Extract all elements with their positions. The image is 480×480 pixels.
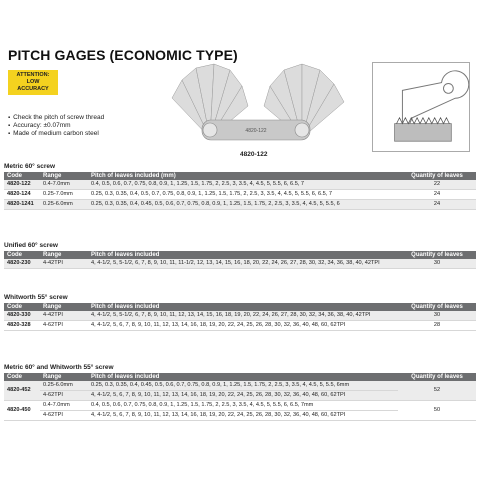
header-pitch: Pitch of leaves included <box>88 251 398 259</box>
header-pitch: Pitch of leaves included <box>88 373 398 381</box>
header-range: Range <box>40 172 88 180</box>
row-code: 4820-452 <box>4 381 40 401</box>
row-code: 4820-328 <box>4 321 40 331</box>
feature-item: ▪ Accuracy: ±0.07mm <box>8 122 104 130</box>
gauge-leaf-outline <box>402 71 468 132</box>
row-pitch: 4, 4-1/2, 5, 6, 7, 8, 9, 10, 11, 12, 13, 14, 16, 18, 19, 20, 22, 24, 25, 26, 28, 30, 32, 36, 40, 48, 60, 62TPI <box>88 321 398 331</box>
photo-caption: 4820-122 <box>240 151 268 158</box>
attention-line2: LOW ACCURACY <box>17 79 49 92</box>
row-pitch: 0.25, 0.3, 0.35, 0.4, 0.45, 0.5, 0.6, 0.7, 0.75, 0.8, 0.9, 1, 1.25, 1.5, 1.75, 2, 2.5, 3, 3.5, 4, 4.5, 5, 5.5, 6 <box>88 200 398 210</box>
row-pitch: 0.25, 0.3, 0.35, 0.4, 0.5, 0.7, 0.75, 0.8, 0.9, 1, 1.25, 1.5, 1.75, 2, 2.5, 3, 3.5, 4, 4.5, 5, 5.5, 6, 6.5, 7 <box>88 190 398 200</box>
table-metric <box>4 172 476 210</box>
row-qty: 30 <box>398 311 476 321</box>
feature-item: ▪ Made of medium carbon steel <box>8 130 104 138</box>
table-row <box>4 321 476 331</box>
row-range: 4-42TPI <box>40 259 88 269</box>
page-title: PITCH GAGES (ECONOMIC TYPE) <box>8 47 238 63</box>
header-range: Range <box>40 251 88 259</box>
pitch-gauge-photo <box>162 58 352 158</box>
header-quantity: Quantity of leaves <box>398 373 476 381</box>
row-code: 4820-124 <box>4 190 40 200</box>
row-pitch: 4, 4-1/2, 5, 6, 7, 8, 9, 10, 11, 12, 13, 14, 16, 18, 19, 20, 22, 24, 25, 26, 28, 30, 32, 36, 40, 48, 60, 62TPI <box>88 411 398 421</box>
header-code: Code <box>4 251 40 259</box>
header-quantity: Quantity of leaves <box>398 172 476 180</box>
table-row <box>4 180 476 190</box>
section-title-unified: Unified 60° screw <box>4 242 58 249</box>
row-range: 4-42TPI <box>40 311 88 321</box>
row-code: 4820-230 <box>4 259 40 269</box>
table-unified <box>4 251 476 269</box>
row-qty: 24 <box>398 190 476 200</box>
row-qty: 22 <box>398 180 476 190</box>
row-qty: 28 <box>398 321 476 331</box>
row-qty: 30 <box>398 259 476 269</box>
header-quantity: Quantity of leaves <box>398 251 476 259</box>
gauge-engraving: 4820-122 <box>245 128 267 134</box>
header-pitch: Pitch of leaves included <box>88 303 398 311</box>
row-code: 4820-1241 <box>4 200 40 210</box>
header-range: Range <box>40 303 88 311</box>
attention-line1: ATTENTION: <box>16 72 50 78</box>
row-pitch: 4, 4-1/2, 5, 5-1/2, 6, 7, 8, 9, 10, 11, 12, 13, 14, 15, 16, 18, 19, 20, 22, 24, 26, 27, 28, 30, 32, 34, 36, 38, 40, 42TPI <box>88 311 398 321</box>
header-pitch: Pitch of leaves included (mm) <box>88 172 398 180</box>
row-qty: 24 <box>398 200 476 210</box>
row-qty: 50 <box>398 401 476 421</box>
row-code: 4820-122 <box>4 180 40 190</box>
attention-badge <box>8 70 58 95</box>
header-code: Code <box>4 303 40 311</box>
row-range: 0.25-6.0mm <box>40 200 88 210</box>
row-qty: 52 <box>398 381 476 401</box>
table-row <box>4 311 476 321</box>
header-range: Range <box>40 373 88 381</box>
section-title-whitworth: Whitworth 55° screw <box>4 294 68 301</box>
usage-diagram <box>372 62 470 152</box>
gauge-screw-left <box>203 123 217 137</box>
row-pitch: 0.4, 0.5, 0.6, 0.7, 0.75, 0.8, 0.9, 1, 1.25, 1.5, 1.75, 2, 2.5, 3, 3.5, 4, 4.5, 5, 5.5, 6, 6.5, 7 <box>88 180 398 190</box>
row-range: 0.25-6.0mm <box>40 381 88 391</box>
row-range: 4-62TPI <box>40 321 88 331</box>
section-title-metric: Metric 60° screw <box>4 163 56 170</box>
row-code: 4820-330 <box>4 311 40 321</box>
feature-list <box>8 114 104 138</box>
row-pitch: 0.25, 0.3, 0.35, 0.4, 0.45, 0.5, 0.6, 0.7, 0.75, 0.8, 0.9, 1, 1.25, 1.5, 1.75, 2, 2.5, 3, 3.5, 4, 4.5, 5, 5.5, 6mm <box>88 381 398 391</box>
table-row <box>4 200 476 210</box>
table-row <box>4 190 476 200</box>
table-whitworth <box>4 303 476 331</box>
screw-thread-block <box>395 124 452 142</box>
header-code: Code <box>4 172 40 180</box>
gauge-screw-right <box>295 123 309 137</box>
leaf-hole <box>443 84 453 94</box>
row-pitch: 4, 4-1/2, 5, 6, 7, 8, 9, 10, 11, 12, 13, 14, 16, 18, 19, 20, 22, 24, 25, 26, 28, 30, 32, 36, 40, 48, 60, 62TPI <box>88 391 398 401</box>
section-title-combined: Metric 60° and Whitworth 55° screw <box>4 364 114 371</box>
row-range: 4-62TPI <box>40 391 88 401</box>
table-row <box>4 259 476 269</box>
row-pitch: 0.4, 0.5, 0.6, 0.7, 0.75, 0.8, 0.9, 1, 1.25, 1.5, 1.75, 2, 2.5, 3, 3.5, 4, 4.5, 5, 5.5, 6, 6.5, 7mm <box>88 401 398 411</box>
header-code: Code <box>4 373 40 381</box>
row-pitch: 4, 4-1/2, 5, 5-1/2, 6, 7, 8, 9, 10, 11, 11-1/2, 12, 13, 14, 15, 16, 18, 20, 22, 24, 26, 27, 28, 30, 32, 34, 36, 38, 40, 42TPI <box>88 259 398 269</box>
row-range: 0.4-7.0mm <box>40 180 88 190</box>
header-quantity: Quantity of leaves <box>398 303 476 311</box>
feature-item: ▪ Check the pitch of screw thread <box>8 114 104 122</box>
row-range: 4-62TPI <box>40 411 88 421</box>
row-range: 0.4-7.0mm <box>40 401 88 411</box>
table-row <box>4 401 476 411</box>
table-combined <box>4 373 476 421</box>
row-range: 0.25-7.0mm <box>40 190 88 200</box>
table-row <box>4 381 476 391</box>
row-code: 4820-450 <box>4 401 40 421</box>
